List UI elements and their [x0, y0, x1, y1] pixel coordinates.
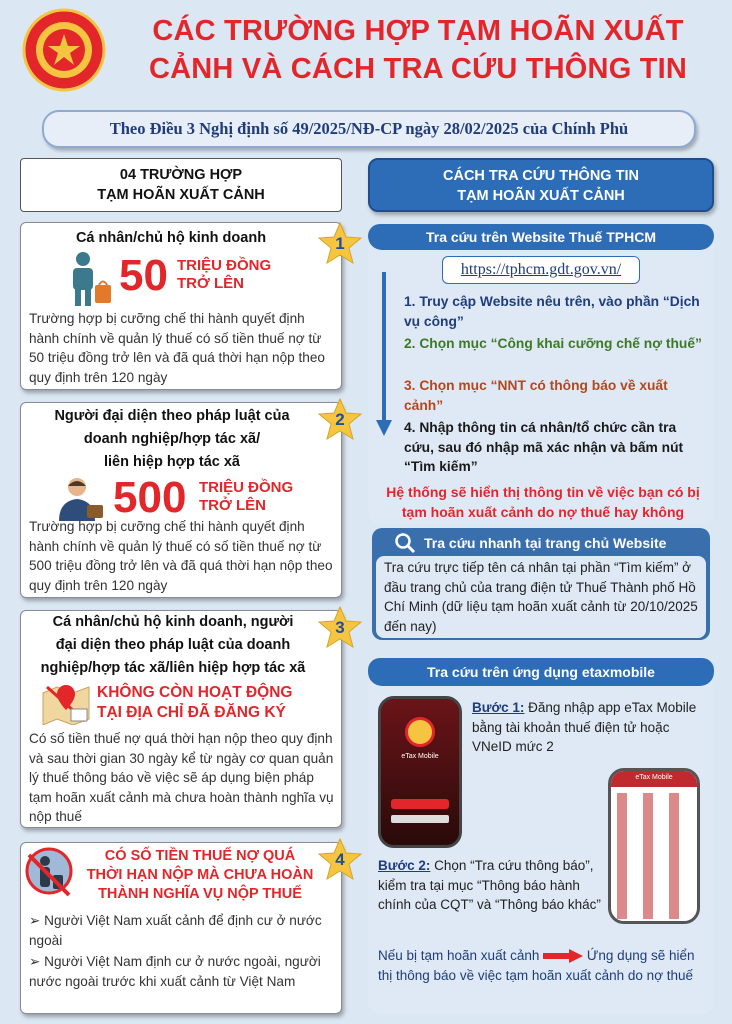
website-step-1: 1. Truy cập Website nêu trên, vào phần “Dịch vụ công”: [404, 294, 700, 329]
tax-logo: [18, 6, 110, 98]
website-result-note: Hệ thống sẽ hiển thị thông tin về việc bạn có bị tạm hoãn xuất cảnh do nợ thuế hay không: [386, 484, 700, 520]
login-button-mock: [391, 799, 449, 809]
traveler-icon: [25, 847, 73, 907]
case-description: Có số tiền thuế nợ quá thời hạn nộp theo quy định và sau thời gian 30 ngày kể từ ngày cơ quan quản lý thuế thông báo về việc sẽ áp dụng biện pháp tạm hoãn xuất cảnh mà chưa hoàn thành nghĩa vụ nộp thuế: [29, 731, 334, 824]
case-title: Người đại diện theo pháp luật của doanh nghiệp/hợp tác xã/ liên hiệp hợp tác xã: [54, 408, 290, 470]
website-step-2: 2. Chọn mục “Công khai cưỡng chế nợ thuế”: [404, 336, 702, 351]
businessman-icon: [55, 477, 105, 521]
lookup-heading: CÁCH TRA CỨU THÔNG TIN TẠM HOÃN XUẤT CẢNH: [368, 158, 714, 212]
case-card-2: [20, 402, 342, 598]
app-step-2: Bước 2: Chọn “Tra cứu thông báo”, kiểm tra tại mục “Thông báo hành chính của CQT” và “Thông báo khác”: [378, 858, 601, 912]
etax-phone-login-screenshot: [378, 696, 462, 848]
case-title: Cá nhân/chủ hộ kinh doanh: [75, 230, 267, 246]
bullet-list: [29, 911, 337, 991]
case-highlight: KHÔNG CÒN HOẠT ĐỘNG TẠI ĐỊA CHỈ ĐÃ ĐĂNG KÝ: [97, 684, 293, 721]
amount-number: 500: [113, 473, 187, 522]
legal-basis-banner: Theo Điều 3 Nghị định số 49/2025/NĐ-CP ngày 28/02/2025 của Chính Phủ: [42, 110, 696, 148]
app-lookup-panel: [368, 658, 714, 1014]
case-description: Trường hợp bị cưỡng chế thi hành quyết định hành chính về quản lý thuế có số tiền thuế nợ từ 50 triệu đồng trở lên và đã quá thời hạn nộp theo quy định trên 120 ngày: [29, 311, 325, 385]
location-map-icon: [41, 681, 91, 725]
website-panel-title: Tra cứu trên Website Thuế TPHCM: [368, 224, 714, 250]
website-url-link[interactable]: https://tphcm.gdt.gov.vn/: [442, 256, 640, 284]
step-badge-2: 2: [318, 398, 362, 440]
page-title: CÁC TRƯỜNG HỢP TẠM HOÃN XUẤT CẢNH VÀ CÁCH TRA CỨU THÔNG TIN: [148, 15, 688, 85]
search-icon: [394, 532, 416, 554]
case-card-3: [20, 610, 342, 828]
quick-lookup-panel: [372, 528, 710, 640]
amount-unit: TRIỆU ĐỒNG TRỞ LÊN: [177, 257, 272, 292]
website-step-3: 3. Chọn mục “NNT có thông báo về xuất cảnh”: [404, 378, 668, 413]
red-arrow-icon: [543, 949, 583, 963]
menu-grid-mock: [617, 793, 693, 919]
quick-lookup-text: Tra cứu trực tiếp tên cá nhân tại phần “Tìm kiếm” ở đầu trang chủ của trang điện tử Thuế Thành phố Hồ Chí Minh (dữ liệu tạm hoãn xuất cảnh từ 20/10/2025 đến nay): [376, 556, 706, 638]
quick-lookup-title: Tra cứu nhanh tại trang chủ Website: [424, 535, 667, 551]
website-step-4: 4. Nhập thông tin cá nhân/tổ chức cần tra cứu, sau đó nhập mã xác nhận và bấm nút “Tìm kiếm”: [404, 420, 684, 474]
list-item: ➢ Người Việt Nam định cư ở nước ngoài, người nước ngoài trước khi xuất cảnh từ Việt Nam: [29, 954, 321, 989]
steps-flow-arrow: [372, 272, 392, 442]
phone-app-label: eTax Mobile: [401, 753, 439, 760]
case-card-1: [20, 222, 342, 390]
list-item: ➢ Người Việt Nam xuất cảnh để định cư ở nước ngoài: [29, 913, 322, 948]
etax-logo-icon: [405, 717, 435, 747]
phone-app-label: eTax Mobile: [635, 774, 673, 781]
step-badge-1: 1: [318, 222, 362, 264]
case-title: Cá nhân/chủ hộ kinh doanh, người đại diện theo pháp luật của doanh nghiệp/hợp tác xã/liên hiệp hợp tác xã: [40, 614, 306, 676]
case-highlight: CÓ SỐ TIỀN THUẾ NỢ QUÁ THỜI HẠN NỘP MÀ CHƯA HOÀN THÀNH NGHĨA VỤ NỘP THUẾ: [86, 848, 314, 902]
step-badge-3: 3: [318, 606, 362, 648]
app-step-1: Bước 1: Đăng nhập app eTax Mobile bằng tài khoản thuế điện tử hoặc VNeID mức 2: [472, 700, 697, 754]
case-description: Trường hợp bị cưỡng chế thi hành quyết định hành chính về quản lý thuế có số tiền thuế nợ từ 500 triệu đồng trở lên và đã quá thời hạn nộp theo quy định trên 120 ngày: [29, 519, 333, 593]
case-card-4: [20, 842, 342, 1014]
amount-unit: TRIỆU ĐỒNG TRỞ LÊN: [199, 479, 294, 514]
app-final-note: Nếu bị tạm hoãn xuất cảnh Ứng dụng sẽ hiển thị thông báo về việc tạm hoãn xuất cảnh do nợ thuế: [378, 948, 695, 983]
website-lookup-panel: [368, 224, 714, 524]
cases-heading: 04 TRƯỜNG HỢP TẠM HOÃN XUẤT CẢNH: [20, 158, 342, 212]
app-panel-title: Tra cứu trên ứng dụng etaxmobile: [368, 658, 714, 686]
bullet-arrow-icon: ➢: [29, 954, 45, 969]
person-icon: [65, 251, 115, 307]
amount-number: 50: [119, 251, 168, 300]
bullet-arrow-icon: ➢: [29, 913, 45, 928]
step-badge-4: 4: [318, 838, 362, 880]
etax-phone-menu-screenshot: [608, 768, 700, 924]
